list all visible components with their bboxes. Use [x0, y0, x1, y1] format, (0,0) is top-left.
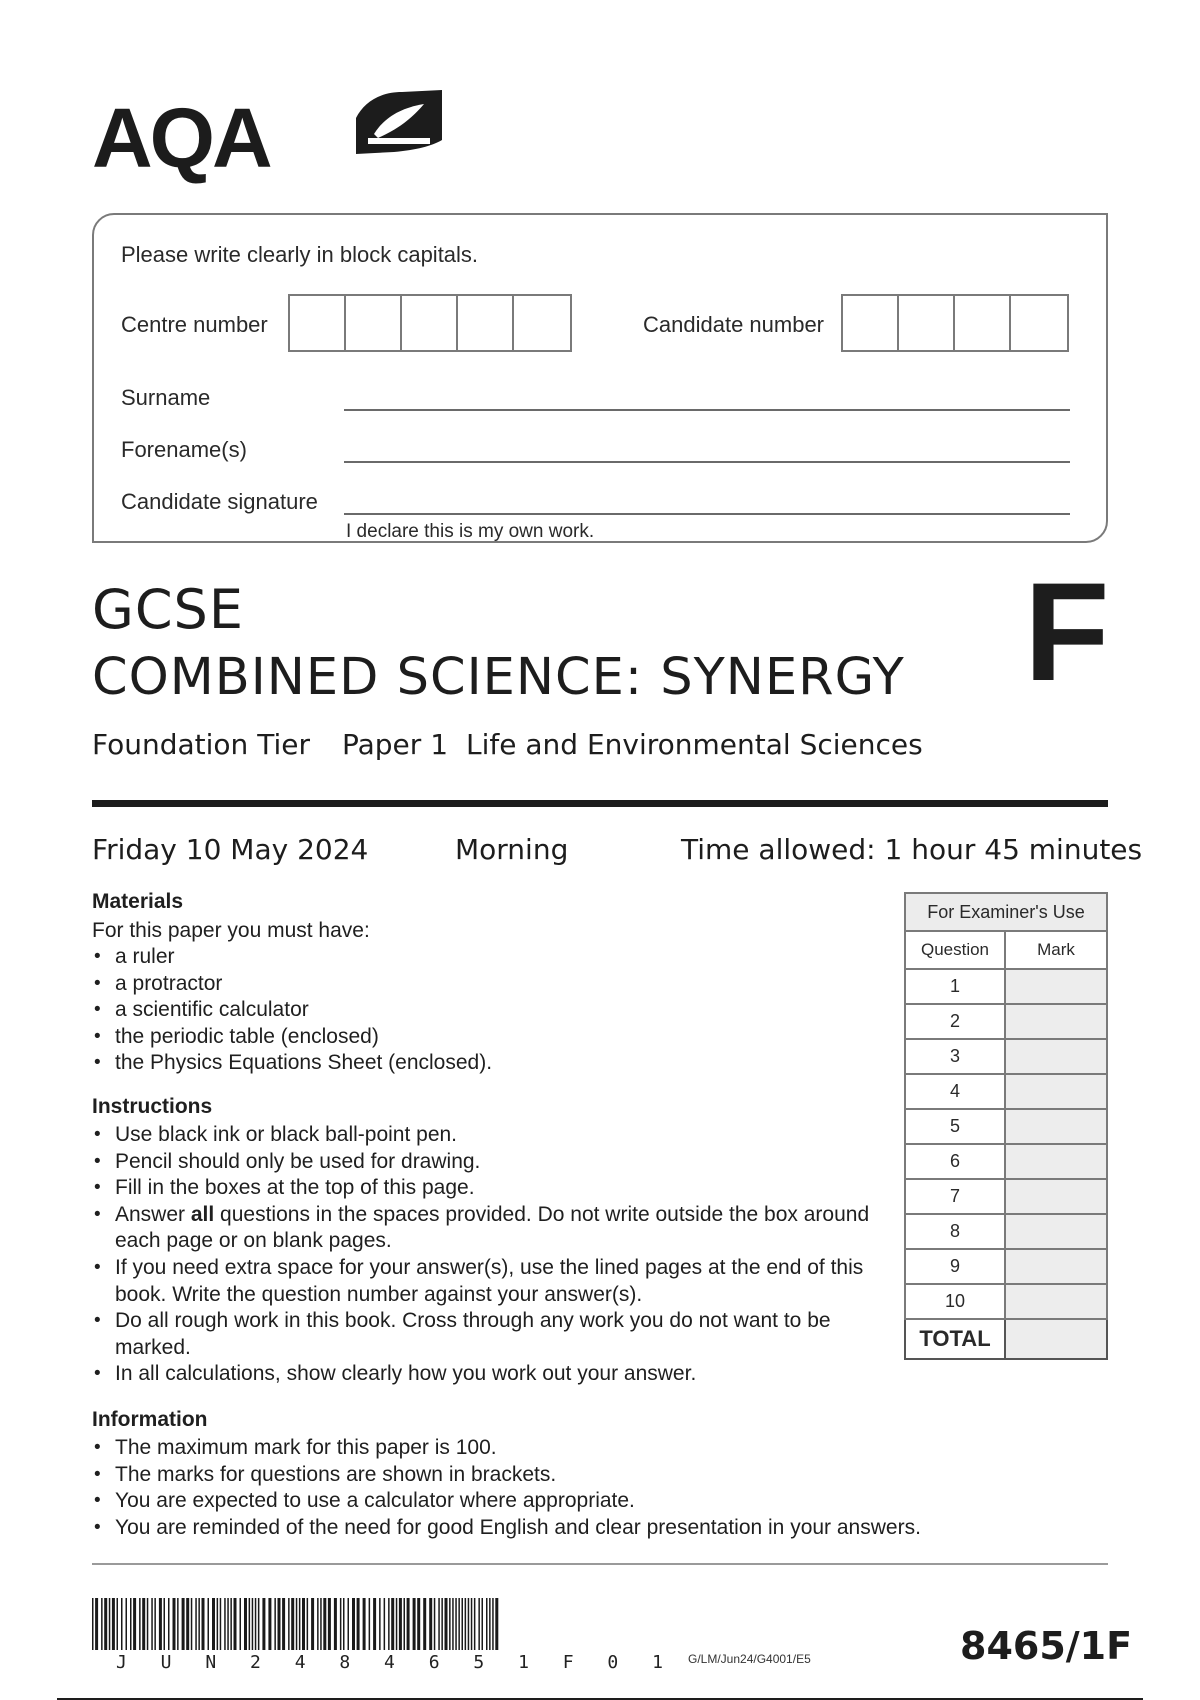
materials-list [92, 944, 892, 1077]
list-item: • a ruler [92, 944, 892, 971]
mark-cell [1005, 1214, 1107, 1249]
surname-field[interactable] [344, 409, 1070, 411]
barcode-bar [413, 1598, 416, 1650]
barcode-bar [288, 1598, 290, 1650]
barcode-bar [468, 1598, 470, 1650]
barcode-bar [274, 1598, 276, 1650]
question-number: 3 [905, 1039, 1005, 1074]
barcode-bar [133, 1598, 136, 1650]
barcode-bar [388, 1598, 390, 1650]
question-number: 1 [905, 969, 1005, 1004]
question-number: 4 [905, 1074, 1005, 1109]
instructions-heading: Instructions [92, 1095, 213, 1118]
barcode-bar [478, 1598, 480, 1650]
barcode-bar [399, 1598, 402, 1650]
barcode-bar [142, 1598, 145, 1650]
barcode-bar [92, 1598, 94, 1650]
barcode-bar [458, 1598, 460, 1650]
list-item: • If you need extra space for your answer(s), use the lined pages at the end of this book. Write the question number against your answer(s). [92, 1255, 892, 1308]
footer-divider [92, 1563, 1108, 1565]
question-number: 5 [905, 1109, 1005, 1144]
barcode-bar [482, 1598, 484, 1650]
barcode-bar [258, 1598, 260, 1650]
list-item: • The maximum mark for this paper is 100. [92, 1435, 1092, 1462]
barcode-bar [230, 1598, 232, 1650]
barcode-bar [255, 1598, 256, 1650]
barcode-bar [208, 1598, 210, 1650]
aqa-logo [92, 88, 372, 188]
centre-number-field[interactable] [288, 294, 572, 352]
barcode-bar [191, 1598, 193, 1650]
barcode-bar [462, 1598, 464, 1650]
list-item: • In all calculations, show clearly how you work out your answer. [92, 1361, 892, 1388]
barcode-bar [471, 1598, 473, 1650]
barcode-text: J U N 2 4 8 4 6 5 1 F 0 1 [116, 1652, 675, 1673]
paper-code: 8465/1F [960, 1624, 1133, 1668]
barcode-bar [151, 1598, 153, 1650]
paper-title: Life and Environmental Sciences [466, 728, 923, 761]
question-number: 2 [905, 1004, 1005, 1039]
candidate-number-digit[interactable] [955, 296, 1011, 350]
barcode-bar [441, 1598, 443, 1650]
barcode [92, 1598, 502, 1650]
barcode-bar [224, 1598, 226, 1650]
paper-number: Paper 1 [342, 728, 449, 761]
list-item: • You are reminded of the need for good English and clear presentation in your answers. [92, 1515, 1092, 1542]
barcode-bar [343, 1598, 345, 1650]
aqa-tick-icon [354, 88, 444, 156]
information-list [92, 1435, 1092, 1541]
barcode-bar [95, 1598, 98, 1650]
mark-cell [1005, 969, 1107, 1004]
emphasis-text: all [190, 1202, 215, 1226]
barcode-bar [379, 1598, 381, 1650]
mark-cell [1005, 1284, 1107, 1319]
barcode-bar [159, 1598, 162, 1650]
barcode-bar [391, 1598, 394, 1650]
barcode-bar [328, 1598, 331, 1650]
signature-field[interactable] [344, 513, 1070, 515]
barcode-bar [227, 1598, 229, 1650]
list-item: • Fill in the boxes at the top of this page. [92, 1175, 892, 1202]
barcode-bar [296, 1598, 298, 1650]
barcode-bar [147, 1598, 149, 1650]
centre-number-digit[interactable] [402, 296, 458, 350]
barcode-bar [445, 1598, 448, 1650]
information-heading: Information [92, 1408, 208, 1431]
barcode-bar [139, 1598, 141, 1650]
candidate-number-digit[interactable] [899, 296, 955, 350]
question-column-header: Question [905, 931, 1005, 969]
barcode-bar [334, 1598, 337, 1650]
barcode-bar [195, 1598, 197, 1650]
candidate-number-digit[interactable] [843, 296, 899, 350]
barcode-bar [249, 1598, 251, 1650]
total-mark-cell [1005, 1319, 1107, 1359]
candidate-details-box [92, 213, 1108, 543]
exam-session: Morning [455, 833, 569, 866]
barcode-bar [489, 1598, 491, 1650]
barcode-bar [268, 1598, 271, 1650]
barcode-bar [492, 1598, 494, 1650]
list-item: • Use black ink or black ball-point pen. [92, 1122, 892, 1149]
barcode-bar [299, 1598, 301, 1650]
barcode-bar [407, 1598, 410, 1650]
list-item: • The marks for questions are shown in brackets. [92, 1462, 1092, 1489]
list-item: • Pencil should only be used for drawing. [92, 1149, 892, 1176]
barcode-bar [182, 1598, 185, 1650]
list-item: • the Physics Equations Sheet (enclosed). [92, 1050, 892, 1077]
barcode-bar [396, 1598, 398, 1650]
list-item-text: Answer [115, 1202, 191, 1226]
barcode-bar [130, 1598, 132, 1650]
instructions-section [92, 1093, 892, 1388]
question-number: 6 [905, 1144, 1005, 1179]
barcode-bar [186, 1598, 189, 1650]
barcode-bar [384, 1598, 386, 1650]
information-section [92, 1406, 1092, 1541]
examiner-use-table [904, 892, 1108, 1360]
barcode-bar [465, 1598, 467, 1650]
mark-cell [1005, 1109, 1107, 1144]
barcode-bar [173, 1598, 176, 1650]
barcode-bar [452, 1598, 454, 1650]
centre-number-digit[interactable] [290, 296, 346, 350]
list-item [92, 1202, 892, 1255]
barcode-bar [434, 1598, 436, 1650]
barcode-bar [234, 1598, 237, 1650]
barcode-bar [369, 1598, 371, 1650]
centre-number-label: Centre number [121, 312, 268, 337]
document-reference: G/LM/Jun24/G4001/E5 [688, 1652, 811, 1666]
barcode-bar [474, 1598, 476, 1650]
barcode-bar [202, 1598, 205, 1650]
barcode-bar [112, 1598, 115, 1650]
materials-section [92, 888, 892, 1077]
list-item: • a protractor [92, 971, 892, 998]
barcode-bar [244, 1598, 247, 1650]
mark-cell [1005, 1179, 1107, 1214]
barcode-bar [212, 1598, 215, 1650]
list-item: • You are expected to use a calculator where appropriate. [92, 1488, 1092, 1515]
signature-label: Candidate signature [121, 489, 318, 514]
candidate-number-field[interactable] [841, 294, 1069, 352]
mark-cell [1005, 1039, 1107, 1074]
mark-cell [1005, 1249, 1107, 1284]
list-item: • the periodic table (enclosed) [92, 1024, 892, 1051]
barcode-bar [252, 1598, 254, 1650]
tier-letter: F [1024, 553, 1110, 710]
surname-label: Surname [121, 385, 211, 410]
list-item: • a scientific calculator [92, 997, 892, 1024]
tier-label: Foundation Tier [92, 728, 310, 761]
barcode-bar [307, 1598, 309, 1650]
barcode-bar [154, 1598, 156, 1650]
barcode-bar [352, 1598, 355, 1650]
barcode-bar [302, 1598, 305, 1650]
barcode-bar [320, 1598, 322, 1650]
declaration-text: I declare this is my own work. [346, 521, 595, 542]
barcode-bar [198, 1598, 200, 1650]
barcode-bar [104, 1598, 107, 1650]
barcode-bar [217, 1598, 219, 1650]
barcode-bar [164, 1598, 166, 1650]
block-capitals-instruction: Please write clearly in block capitals. [121, 242, 479, 267]
barcode-bar [291, 1598, 294, 1650]
barcode-bar [323, 1598, 326, 1650]
barcode-bar [126, 1598, 128, 1650]
examiner-table-title: For Examiner's Use [905, 893, 1107, 931]
materials-lead: For this paper you must have: [92, 919, 370, 942]
instructions-list [92, 1122, 892, 1388]
total-label: TOTAL [905, 1319, 1005, 1359]
barcode-bar [177, 1598, 179, 1650]
candidate-number-digit[interactable] [1011, 296, 1067, 350]
centre-number-digit[interactable] [458, 296, 514, 350]
mark-cell [1005, 1004, 1107, 1039]
barcode-bar [117, 1598, 119, 1650]
mark-column-header: Mark [1005, 931, 1107, 969]
barcode-bar [220, 1598, 222, 1650]
barcode-bar [449, 1598, 451, 1650]
subject-title: COMBINED SCIENCE: SYNERGY [92, 648, 905, 707]
barcode-bar [438, 1598, 440, 1650]
forenames-field[interactable] [344, 461, 1070, 463]
materials-heading: Materials [92, 890, 184, 913]
barcode-bar [363, 1598, 366, 1650]
title-divider [92, 800, 1108, 807]
barcode-bar [340, 1598, 342, 1650]
mark-cell [1005, 1074, 1107, 1109]
forenames-label: Forename(s) [121, 437, 247, 462]
centre-number-digit[interactable] [346, 296, 402, 350]
barcode-bar [373, 1598, 376, 1650]
mark-cell [1005, 1144, 1107, 1179]
exam-date: Friday 10 May 2024 [92, 833, 369, 866]
centre-number-digit[interactable] [514, 296, 570, 350]
barcode-bar [357, 1598, 360, 1650]
barcode-bar [240, 1598, 242, 1650]
barcode-bar [311, 1598, 314, 1650]
candidate-number-label: Candidate number [643, 312, 825, 337]
barcode-bar [423, 1598, 426, 1650]
barcode-bar [404, 1598, 406, 1650]
barcode-bar [121, 1598, 123, 1650]
time-allowed: Time allowed: 1 hour 45 minutes [681, 833, 1143, 866]
barcode-bar [417, 1598, 420, 1650]
barcode-bar [168, 1598, 170, 1650]
barcode-bar [109, 1598, 111, 1650]
barcode-bar [495, 1598, 498, 1650]
barcode-bar [262, 1598, 265, 1650]
barcode-bar [455, 1598, 457, 1650]
logo-text: AQA [92, 91, 270, 185]
question-number: 8 [905, 1214, 1005, 1249]
question-number: 9 [905, 1249, 1005, 1284]
qualification-title: GCSE [92, 578, 244, 641]
barcode-bar [317, 1598, 319, 1650]
question-number: 10 [905, 1284, 1005, 1319]
barcode-bar [429, 1598, 432, 1650]
barcode-bar [486, 1598, 488, 1650]
barcode-bar [282, 1598, 285, 1650]
list-item: • Do all rough work in this book. Cross through any work you do not want to be marked. [92, 1308, 892, 1361]
question-number: 7 [905, 1179, 1005, 1214]
list-item-text: questions in the spaces provided. Do not write outside the box around each page or on blank pages. [115, 1202, 870, 1253]
barcode-bar [348, 1598, 350, 1650]
barcode-bar [101, 1598, 103, 1650]
barcode-bar [278, 1598, 281, 1650]
